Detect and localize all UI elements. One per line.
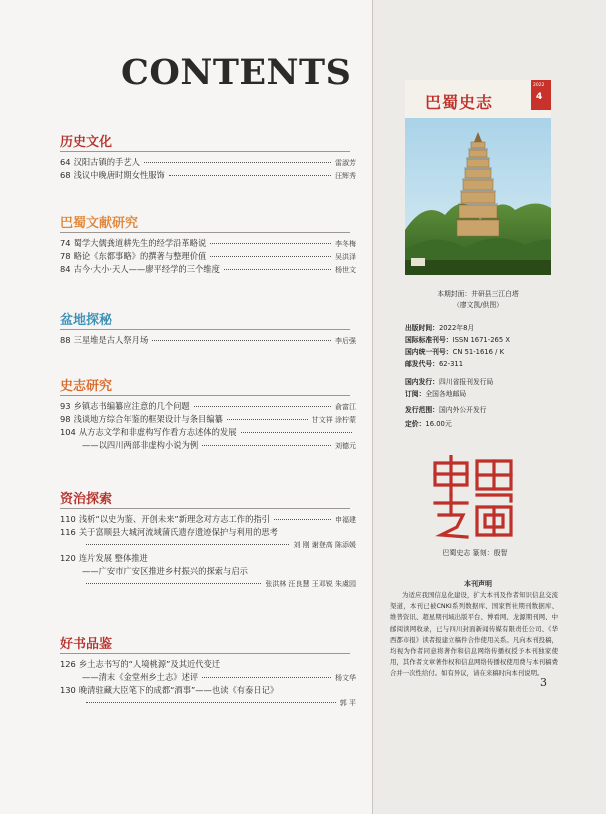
leader-dots — [86, 544, 289, 545]
page-ref: 84 — [60, 264, 71, 274]
article-author: 李后强 — [335, 337, 356, 345]
article-title: 晚清驻藏大臣笔下的成都“酒事”——也读《有泰日记》 — [78, 685, 279, 695]
section-divider — [60, 329, 350, 330]
leader-dots — [210, 243, 331, 244]
section-heading: 好书品鉴 — [60, 637, 113, 652]
statement-body: 为适应我国信息化建设，扩大本刊及作者知识信息交流渠道，本刊已被CNKI系列数据库、国家哲社期刊数据库、维普资讯、超星期刊域出版平台、博看网、龙源期刊网、中邮阅读网收录，已与四川封面新闻传媒有限责任公司、《华西都市报》读者报建立稿件合作使用关系。凡向本刊投稿，均视为作者同意将著作和信息网络传播权授予本刊独家使用，其作者文章著作权和信息网络传播权使用费与本刊稿费合并一次性给付。如有异议，请在来稿时向本刊说明。 — [390, 591, 558, 678]
statement-title: 本刊声明 — [464, 580, 492, 588]
article-author: 雷淑芳 — [335, 159, 356, 167]
cover-caption: 本期封面：井研县三江白塔 — [437, 290, 519, 298]
leader-dots — [224, 269, 331, 270]
page-ref: 64 — [60, 157, 71, 167]
toc-entry[interactable] — [82, 540, 356, 551]
toc-entry[interactable] — [60, 553, 356, 564]
info-label: 邮发代号： — [405, 360, 439, 368]
leader-dots — [210, 256, 331, 257]
article-author: 甘文祥 涂柠蒙 — [311, 416, 356, 424]
info-value: 62-311 — [438, 360, 464, 368]
info-value: 国内外公开发行 — [438, 406, 487, 414]
page-ref: 74 — [60, 238, 71, 248]
page-ref: 116 — [60, 527, 76, 537]
leader-dots — [274, 519, 331, 520]
article-author: 汪辉秀 — [335, 172, 356, 180]
toc-entry[interactable] — [82, 566, 356, 577]
article-author: 刘 刚 谢登高 陈添媛 — [293, 541, 356, 549]
toc-entry[interactable] — [60, 527, 356, 538]
article-author: 申福建 — [335, 516, 356, 524]
article-title: ——以四川两部非虚构小说为例 — [82, 440, 199, 450]
article-author: 郭 平 — [339, 699, 356, 707]
publication-info-row — [405, 389, 466, 399]
info-label: 国内发行： — [405, 378, 439, 386]
publication-info-row — [405, 359, 463, 369]
article-title: ——清末《金堂州乡土志》述评 — [82, 672, 199, 682]
leader-dots — [152, 340, 331, 341]
toc-entry[interactable] — [82, 440, 356, 452]
article-title: 三星堆是古人祭月场 — [73, 335, 149, 345]
article-author: 刘德元 — [335, 442, 356, 450]
toc-entry[interactable] — [60, 685, 356, 696]
leader-dots — [202, 677, 331, 678]
page-number: 3 — [540, 676, 547, 689]
page-ref: 68 — [60, 170, 71, 180]
article-author: 杨世文 — [335, 266, 356, 274]
info-label: 出版时间： — [405, 324, 439, 332]
leader-dots — [241, 432, 353, 433]
page-ref: 88 — [60, 335, 71, 345]
toc-entry[interactable] — [82, 672, 356, 684]
info-label: 定价： — [405, 420, 426, 428]
section-heading: 史志研究 — [60, 379, 113, 394]
leader-dots — [202, 445, 331, 446]
info-value: 四川省报刊发行局 — [438, 378, 494, 386]
section-divider — [60, 395, 350, 396]
page-ref: 120 — [60, 553, 76, 563]
section-divider — [60, 508, 350, 509]
info-value: 2022年8月 — [438, 324, 475, 332]
cover-year-tag: 2022 — [533, 83, 545, 88]
info-value: 16.00元 — [425, 420, 452, 428]
section-heading: 历史文化 — [60, 135, 113, 150]
leader-dots — [86, 702, 336, 703]
publication-info-row — [405, 405, 487, 415]
leader-dots — [86, 583, 261, 584]
cover-image — [405, 80, 551, 275]
page-ref: 98 — [60, 414, 71, 424]
leader-dots — [144, 162, 331, 163]
article-author: 李冬梅 — [335, 240, 356, 248]
cover-magazine-name: 巴蜀史志 — [425, 93, 494, 112]
page-ref: 126 — [60, 659, 76, 669]
toc-entry[interactable] — [82, 698, 356, 709]
publication-info-row — [405, 335, 510, 345]
article-title: 浅议中晚唐时期女性服饰 — [73, 170, 165, 180]
page-ref: 78 — [60, 251, 71, 261]
section-heading: 巴蜀文献研究 — [60, 216, 139, 231]
section-heading: 盆地探秘 — [60, 313, 113, 328]
leader-dots — [169, 175, 331, 176]
article-title: 关于富顺县大城河流域蒲氏遗存遗迹保护与利用的思考 — [78, 527, 278, 537]
toc-entry[interactable] — [60, 157, 356, 169]
toc-entry[interactable] — [60, 427, 356, 438]
info-label: 订阅： — [405, 390, 426, 398]
section-divider — [60, 232, 350, 233]
section-divider — [60, 151, 350, 152]
seal-caption: 巴蜀史志 篆刻：殷智 — [442, 549, 508, 557]
publication-info-row — [405, 323, 474, 333]
article-author: 张洪林 汪良慧 王邓锐 朱虞园 — [265, 580, 356, 588]
toc-entry[interactable] — [60, 414, 356, 426]
toc-entry[interactable] — [60, 251, 356, 263]
toc-entry[interactable] — [60, 170, 356, 182]
seal-stamp — [427, 455, 519, 541]
article-title: 汉阳古镇的手艺人 — [73, 157, 140, 167]
article-author: 吴洪泽 — [335, 253, 356, 261]
toc-entry[interactable] — [60, 264, 356, 276]
cover-issue-tag: 4 — [536, 92, 543, 102]
article-title: ——广安市广安区推进乡村振兴的探索与启示 — [82, 566, 248, 576]
info-value: ISSN 1671-265 X — [452, 336, 510, 344]
toc-entry[interactable] — [60, 335, 356, 347]
toc-entry[interactable] — [60, 238, 356, 250]
page-ref: 104 — [60, 427, 76, 437]
article-title: 乡镇志书编纂应注意的几个问题 — [73, 401, 190, 411]
article-author: 俞富江 — [335, 403, 356, 411]
page-ref: 130 — [60, 685, 76, 695]
cover-credit: （廖文凯/供图） — [453, 301, 503, 309]
publication-info-row — [405, 419, 452, 429]
page-ref: 93 — [60, 401, 71, 411]
page-ref: 110 — [60, 514, 76, 524]
article-title: 从方志文学和非虚构写作看方志述体的发展 — [78, 427, 237, 437]
article-title: 乡土志书写的“人境桃源”及其近代变迁 — [78, 659, 221, 669]
article-title: 浅谈地方综合年鉴的框架设计与条目编纂 — [73, 414, 223, 424]
article-title: 古今·大小·天人——廖平经学的三个维度 — [73, 264, 220, 274]
toc-entry[interactable] — [82, 579, 356, 590]
toc-entry[interactable] — [60, 514, 356, 526]
leader-dots — [227, 419, 308, 420]
info-label: 国内统一刊号： — [405, 348, 453, 356]
info-value: CN 51-1616 / K — [452, 348, 505, 356]
article-title: 蜀学大儒龚道耕先生的经学沿革略说 — [73, 238, 207, 248]
article-author: 杨文华 — [335, 674, 356, 682]
page-title: CONTENTS — [121, 52, 352, 93]
article-title: 连片发展 整体推进 — [78, 553, 148, 563]
section-heading: 资治探索 — [60, 492, 113, 507]
leader-dots — [194, 406, 331, 407]
article-title: 略论《东都事略》的撰著与整理价值 — [73, 251, 207, 261]
info-value: 全国各地邮局 — [425, 390, 467, 398]
toc-entry[interactable] — [60, 659, 356, 670]
publication-info-row — [405, 347, 504, 357]
info-label: 国际标准刊号： — [405, 336, 453, 344]
section-divider — [60, 653, 350, 654]
article-title: 浅析“以史为鉴、开创未来”新理念对方志工作的指引 — [78, 514, 270, 524]
toc-entry[interactable] — [60, 401, 356, 413]
publication-info-row — [405, 377, 493, 387]
info-label: 发行范围： — [405, 406, 439, 414]
